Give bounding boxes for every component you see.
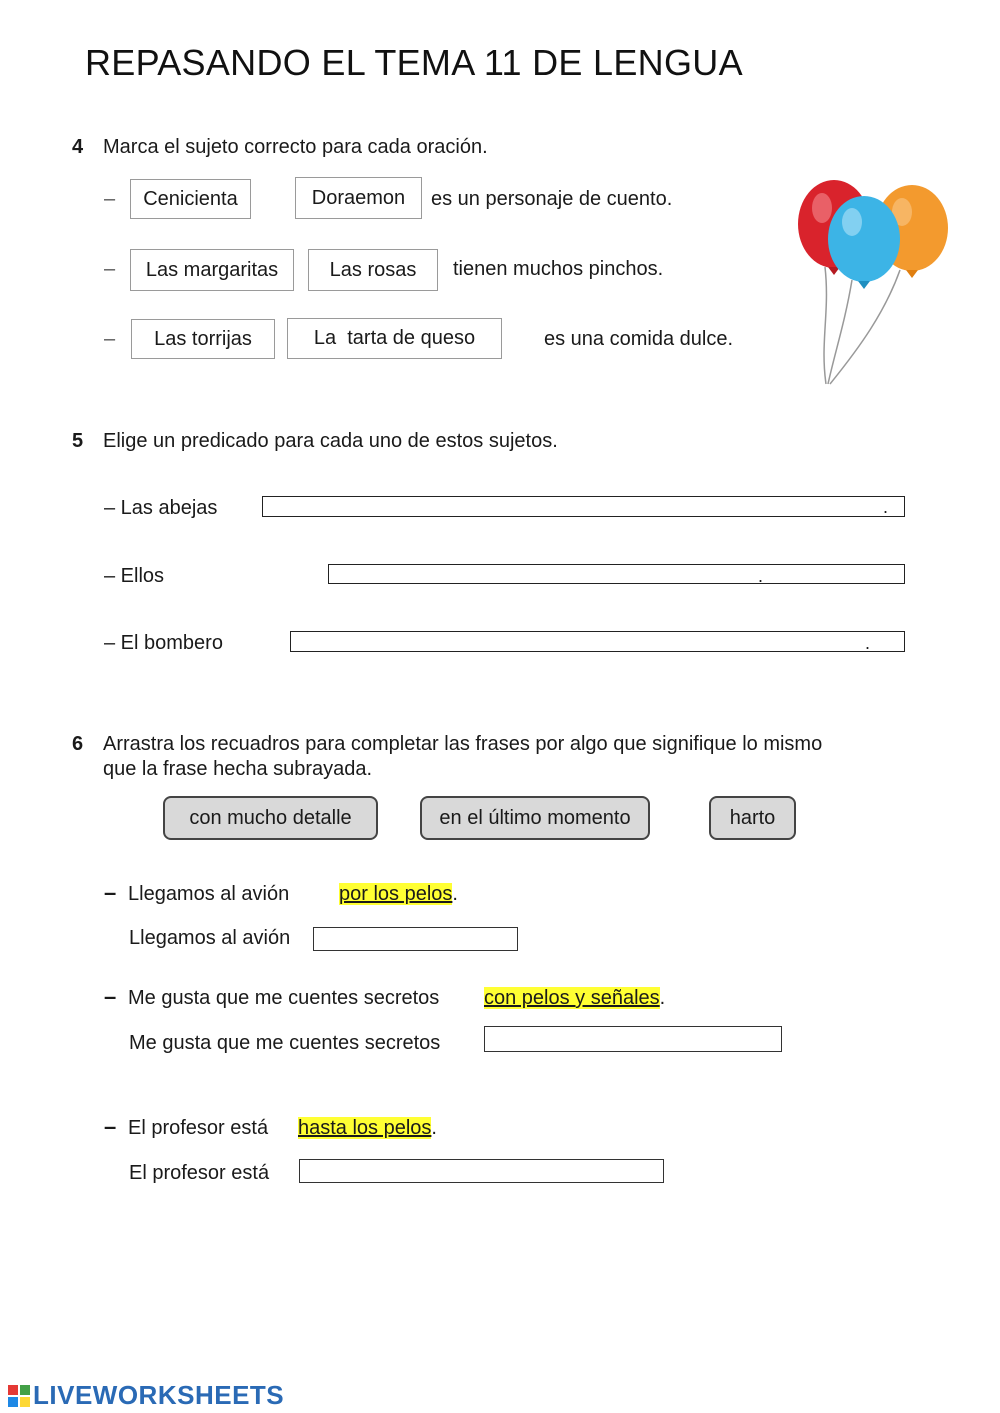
q6-item3-rewrite: El profesor está (129, 1162, 270, 1184)
q5-row1-input[interactable] (262, 496, 905, 517)
q4-row2-option-b[interactable]: Las rosas (308, 249, 438, 291)
drag-option-harto[interactable]: harto (709, 796, 796, 840)
q4-number: 4 (72, 136, 84, 158)
q6-item1-sentence: Llegamos al avión (128, 883, 290, 905)
q5-number: 5 (72, 430, 84, 452)
q6-item1-drop-target[interactable] (313, 927, 518, 951)
q6-item1-dash: – (104, 880, 117, 905)
q6-item1-rewrite: Llegamos al avión (129, 927, 291, 949)
q4-row3-dash: – (104, 328, 116, 350)
q6-item2-dash: – (104, 984, 117, 1009)
q4-row3-predicate: es una comida dulce. (544, 328, 734, 350)
q6-item2-drop-target[interactable] (484, 1026, 782, 1052)
q5-row2-label: – Ellos (104, 565, 165, 587)
q4-row1-option-b[interactable]: Doraemon (295, 177, 422, 219)
liveworksheets-logo (8, 1380, 284, 1411)
q6-prompt-line2: que la frase hecha subrayada. (103, 758, 373, 780)
q4-row2-predicate: tienen muchos pinchos. (453, 258, 664, 280)
q6-item2-rewrite: Me gusta que me cuentes secretos (129, 1032, 441, 1054)
q5-row2-input[interactable] (328, 564, 905, 584)
q5-row2-period: . (758, 566, 764, 586)
q5-row3-period: . (865, 633, 871, 653)
balloons-icon (790, 172, 960, 390)
q6-item3-drop-target[interactable] (299, 1159, 664, 1183)
q5-row3-input[interactable] (290, 631, 905, 652)
q5-row1-period: . (883, 497, 889, 517)
liveworksheets-logo-icon (8, 1385, 30, 1407)
q6-item1-end: . (452, 883, 458, 905)
q4-row1-dash: – (104, 188, 116, 210)
page-title: REPASANDO EL TEMA 11 DE LENGUA (85, 42, 743, 83)
q6-item2-end: . (659, 987, 666, 1009)
q6-item3-end: . (431, 1117, 437, 1139)
q4-row3-option-b[interactable]: La tarta de queso (287, 318, 502, 359)
q4-row3-option-a[interactable]: Las torrijas (131, 319, 275, 359)
q6-number: 6 (72, 733, 84, 755)
q6-item3-dash: – (104, 1114, 117, 1139)
q6-item3-sentence: El profesor está (128, 1117, 269, 1139)
q4-row2-dash: – (104, 258, 116, 280)
q4-row1-predicate: es un personaje de cuento. (431, 188, 673, 210)
q4-row1-option-a[interactable]: Cenicienta (130, 179, 251, 219)
q6-item2-idiom: con pelos y señales (484, 987, 660, 1009)
drag-option-con-mucho-detalle[interactable]: con mucho detalle (163, 796, 378, 840)
q6-prompt-line1: Arrastra los recuadros para completar las frases por algo que signifique lo mismo (103, 733, 823, 755)
q5-row3-label: – El bombero (104, 632, 223, 654)
q6-item3-idiom: hasta los pelos (298, 1117, 432, 1139)
q5-row1-label: – Las abejas (104, 497, 218, 519)
liveworksheets-logo-text: LIVEWORKSHEETS (33, 1380, 285, 1410)
q4-prompt: Marca el sujeto correcto para cada oración. (103, 136, 488, 158)
drag-option-en-el-ultimo-momento[interactable]: en el último momento (420, 796, 650, 840)
q6-item1-idiom: por los pelos (339, 883, 453, 905)
q5-prompt: Elige un predicado para cada uno de estos sujetos. (103, 430, 558, 452)
q4-row2-option-a[interactable]: Las margaritas (130, 249, 294, 291)
q6-item2-sentence: Me gusta que me cuentes secretos (128, 987, 440, 1009)
